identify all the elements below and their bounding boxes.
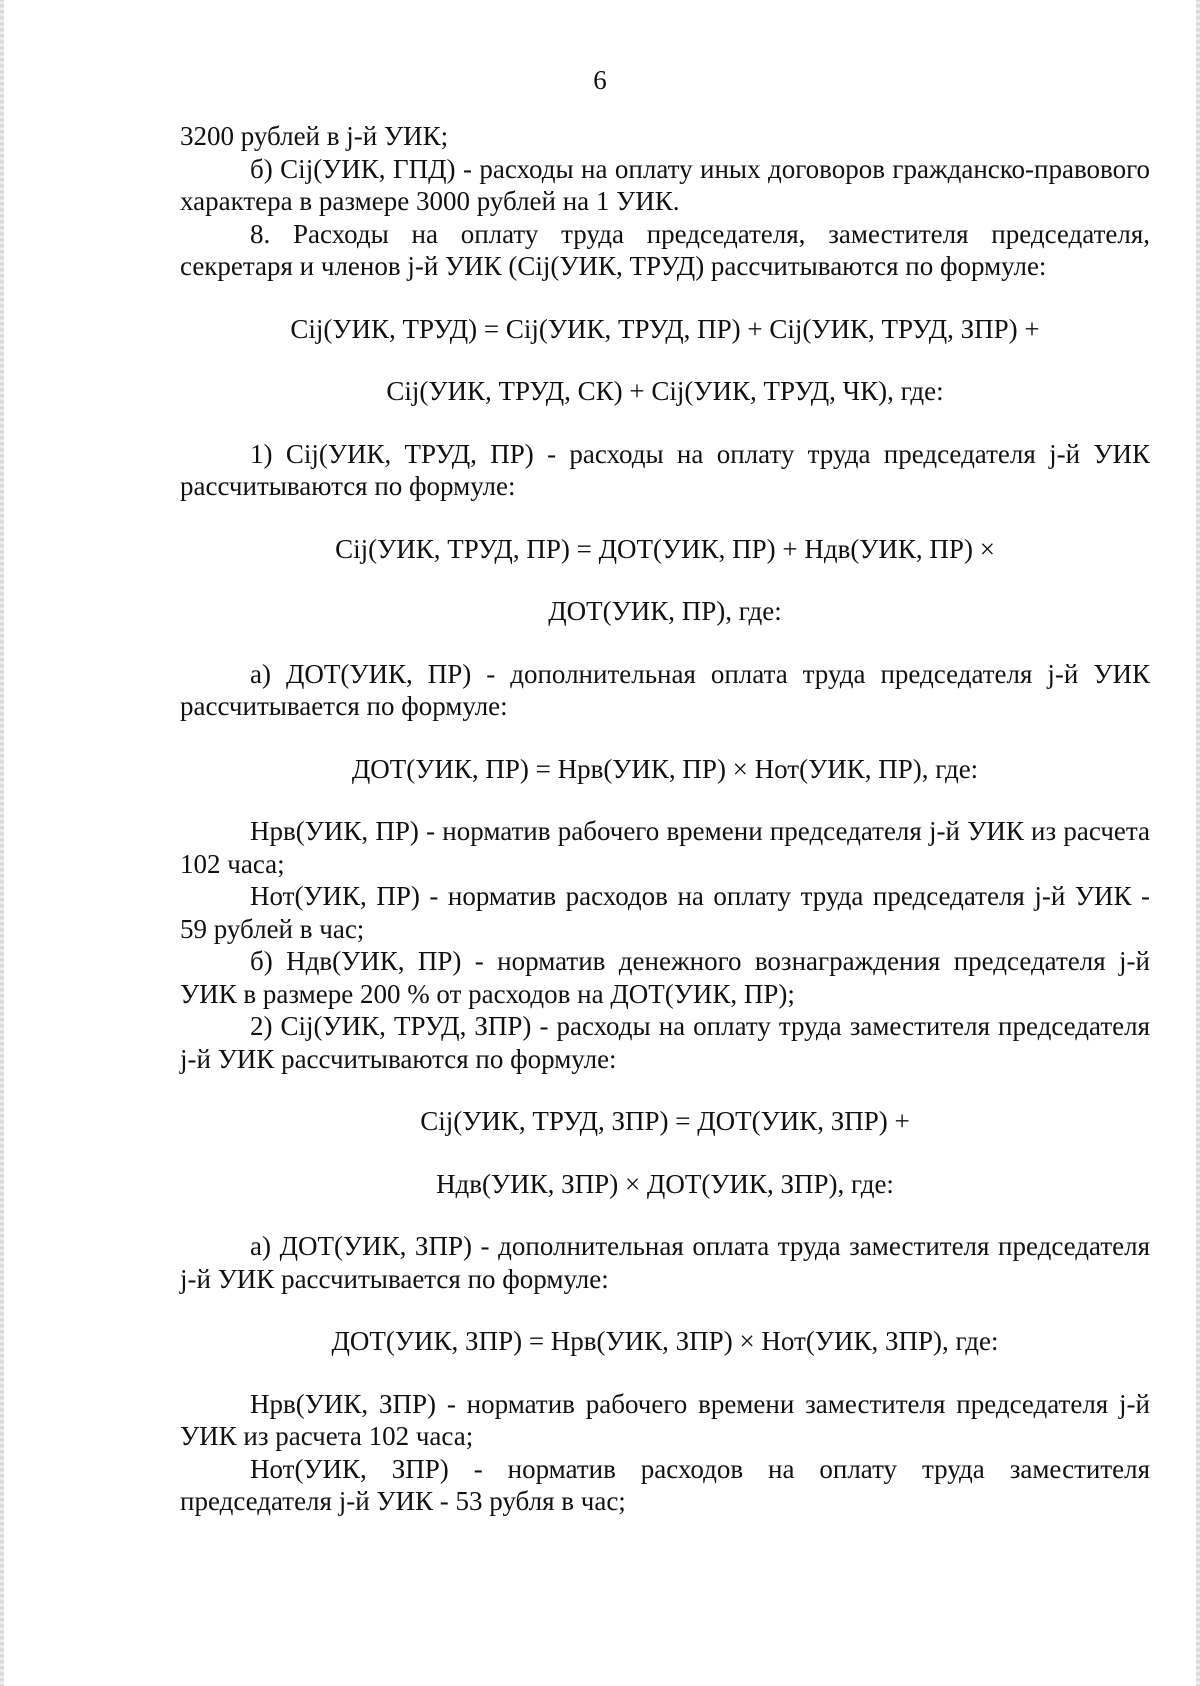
formula-dot-zpr: ДОТ(УИК, ЗПР) = Нрв(УИК, ЗПР) × Нот(УИК, ЗПР), где: — [331, 1326, 999, 1356]
formula-zpr-line-2: Ндв(УИК, ЗПР) × ДОТ(УИК, ЗПР), где: — [436, 1168, 894, 1199]
formula-pr-line-1: Cij(УИК, ТРУД, ПР) = ДОТ(УИК, ПР) + Ндв(УИК, ПР) × — [335, 533, 995, 564]
scan-edge-left — [0, 0, 4, 1686]
paragraph-item-a-dot-zpr: а) ДОТ(УИК, ЗПР) - дополнительная оплата труда заместителя председателя j-й УИК рассчитывается по формуле: — [180, 1231, 1150, 1294]
formula-trud-line-2: Cij(УИК, ТРУД, СК) + Cij(УИК, ТРУД, ЧК), где: — [386, 376, 944, 406]
paragraph-item-b-ndv-pr: б) Ндв(УИК, ПР) - норматив денежного вознаграждения председателя j-й УИК в размере 200 % от расходов на ДОТ(УИК, ПР); — [180, 946, 1150, 1009]
formula-pr-line-2: ДОТ(УИК, ПР), где: — [548, 596, 782, 626]
paragraph-continuation: 3200 рублей в j-й УИК; — [180, 121, 449, 151]
formula-zpr-line-1: Cij(УИК, ТРУД, ЗПР) = ДОТ(УИК, ЗПР) + — [420, 1106, 910, 1136]
paragraph-nrv-pr: Нрв(УИК, ПР) - норматив рабочего времени председателя j-й УИК из расчета 102 часа; — [180, 816, 1150, 879]
paragraph-item-b-gpd: б) Cij(УИК, ГПД) - расходы на оплату иных договоров гражданско-правового характера в размере 3000 рублей на 1 УИК. — [180, 153, 1150, 216]
scan-edge-right — [1196, 0, 1200, 1686]
page-number: 6 — [593, 65, 607, 95]
paragraph-item-1-pr: 1) Cij(УИК, ТРУД, ПР) - расходы на оплату труда председателя j-й УИК рассчитываются по формуле: — [180, 438, 1150, 501]
formula-trud-line-1: Cij(УИК, ТРУД) = Cij(УИК, ТРУД, ПР) + Cij(УИК, ТРУД, ЗПР) + — [290, 313, 1040, 344]
paragraph-item-2-zpr: 2) Cij(УИК, ТРУД, ЗПР) - расходы на оплату труда заместителя председателя j-й УИК рассчитываются по формуле: — [180, 1011, 1150, 1074]
document-body — [180, 120, 1150, 1518]
paragraph-not-zpr: Нот(УИК, ЗПР) - норматив расходов на оплату труда заместителя председателя j-й УИК - 53 рубля в час; — [180, 1453, 1150, 1516]
paragraph-not-pr: Нот(УИК, ПР) - норматив расходов на оплату труда председателя j-й УИК - 59 рублей в час; — [180, 881, 1150, 944]
paragraph-item-a-dot-pr: а) ДОТ(УИК, ПР) - дополнительная оплата труда председателя j-й УИК рассчитывается по формуле: — [180, 658, 1150, 721]
formula-dot-pr: ДОТ(УИК, ПР) = Нрв(УИК, ПР) × Нот(УИК, ПР), где: — [351, 753, 979, 784]
paragraph-point-8: 8. Расходы на оплату труда председателя, заместителя председателя, секретаря и членов j-й УИК (Cij(УИК, ТРУД) рассчитываются по формуле: — [180, 218, 1150, 281]
paragraph-nrv-zpr: Нрв(УИК, ЗПР) - норматив рабочего времени заместителя председателя j-й УИК из расчета 102 часа; — [180, 1388, 1150, 1451]
